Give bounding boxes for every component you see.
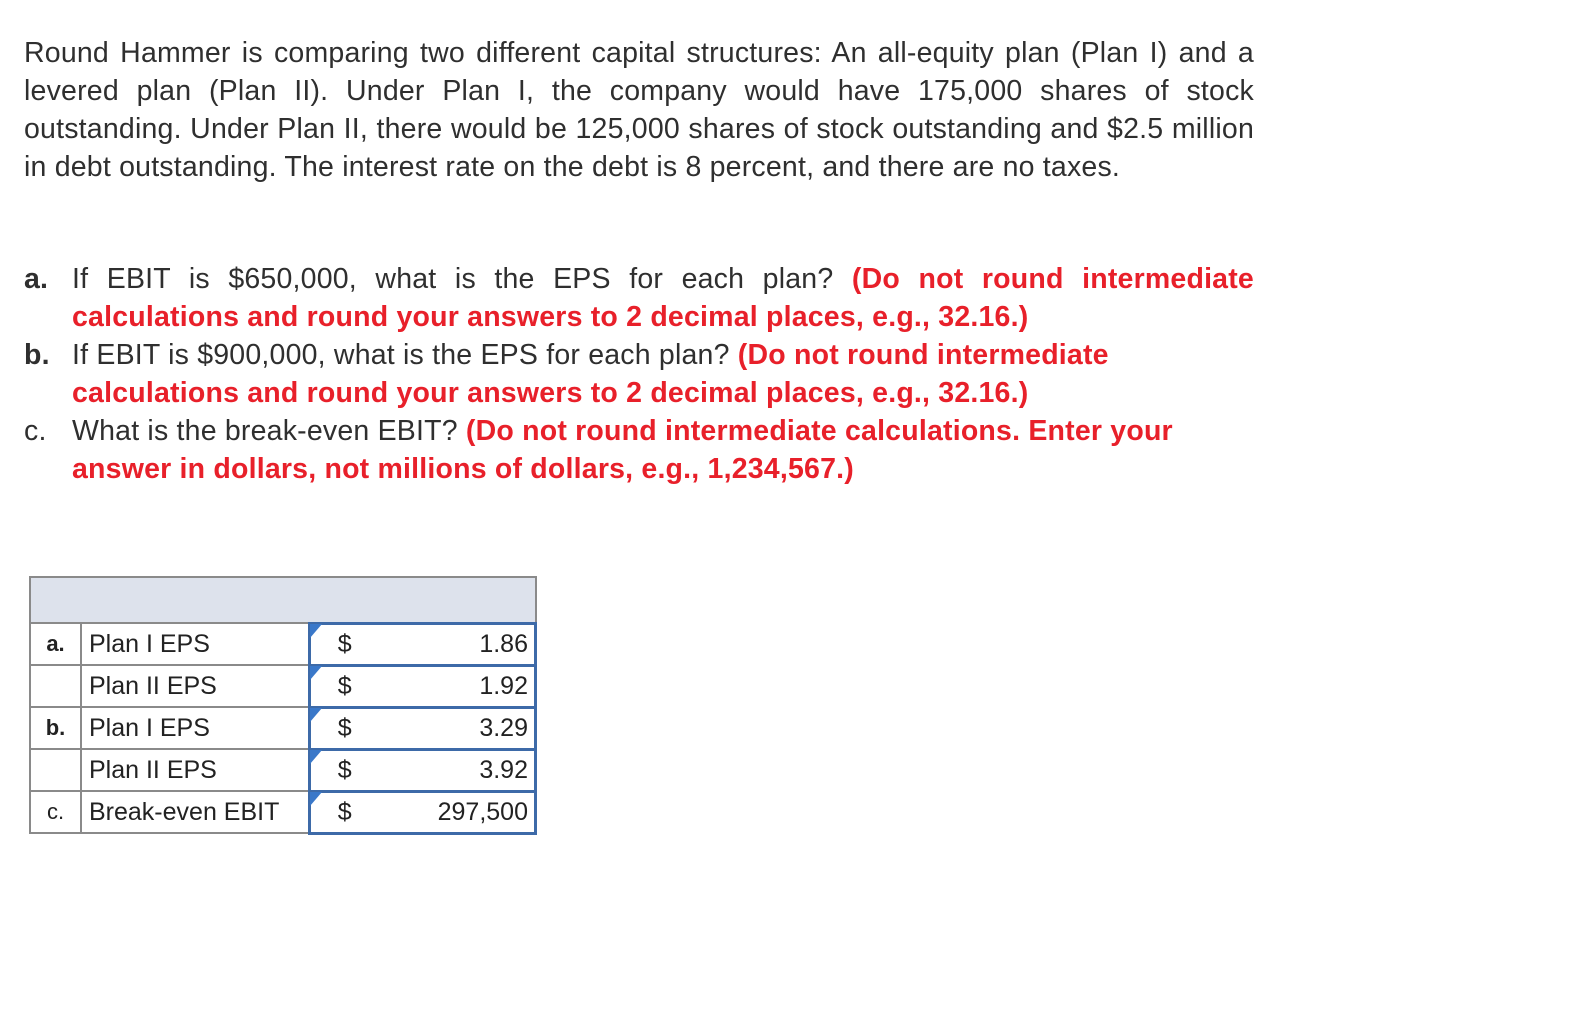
question-body [72,412,1254,488]
answer-input[interactable]: 1.92 [379,665,536,707]
table-header-row [30,577,536,623]
currency-text: $ [337,755,352,784]
answer-table [29,576,537,835]
currency-symbol [309,665,379,707]
question-letter: a. [24,263,49,295]
question-a [24,260,1254,336]
row-label: Plan II EPS [81,665,309,707]
row-letter: b. [30,707,81,749]
row-letter: c. [30,791,81,833]
currency-symbol [309,749,379,791]
answer-input[interactable]: 1.86 [379,623,536,665]
question-text: What is the break-even EBIT? [72,415,458,447]
row-letter [30,749,81,791]
problem-statement: Round Hammer is comparing two different capital structures: An all-equity plan (Plan I) and a levered plan (Plan II). Under Plan I, the company would have 175,000 shares of stock outstanding. Under Plan II, there would be 125,000 shares of stock outstanding and $2.5 million in debt outstanding. The interest rate on the debt is 8 percent, and there are no taxes. [24,37,1254,183]
row-label: Plan I EPS [81,707,309,749]
table-header [30,577,536,623]
currency-symbol [309,623,379,665]
row-label: Plan II EPS [81,749,309,791]
question-list [24,260,1254,488]
currency-symbol [309,791,379,833]
currency-text: $ [337,671,352,700]
answer-input[interactable]: 297,500 [379,791,536,833]
question-b [24,336,1254,412]
currency-symbol [309,707,379,749]
table-row [30,623,536,665]
question-instruction: (Do not round intermediate calculations and round your answers to 2 decimal places, e.g., 32.16.) [72,263,1254,333]
table-row [30,791,536,833]
question-instruction: (Do not round intermediate calculations and round your answers to 2 decimal places, e.g., 32.16.) [72,339,1109,409]
row-letter [30,665,81,707]
flag-icon [310,750,322,764]
table-row [30,707,536,749]
flag-icon [310,624,322,638]
currency-text: $ [337,629,352,658]
flag-icon [310,666,322,680]
question-text: If EBIT is $900,000, what is the EPS for each plan? [72,339,730,371]
answer-input[interactable]: 3.92 [379,749,536,791]
question-instruction: (Do not round intermediate calculations. Enter your answer in dollars, not millions of dollars, e.g., 1,234,567.) [72,415,1173,485]
currency-text: $ [337,713,352,742]
question-letter: b. [24,339,50,371]
question-text: If EBIT is $650,000, what is the EPS for each plan? [72,263,834,295]
table-row [30,749,536,791]
question-letter: c. [24,415,47,447]
row-letter: a. [30,623,81,665]
table-row [30,665,536,707]
question-body [72,336,1254,412]
flag-icon [310,708,322,722]
row-label: Plan I EPS [81,623,309,665]
row-label: Break-even EBIT [81,791,309,833]
question-body [72,260,1254,336]
currency-text: $ [337,797,352,826]
answer-input[interactable]: 3.29 [379,707,536,749]
question-c [24,412,1254,488]
flag-icon [310,792,322,806]
